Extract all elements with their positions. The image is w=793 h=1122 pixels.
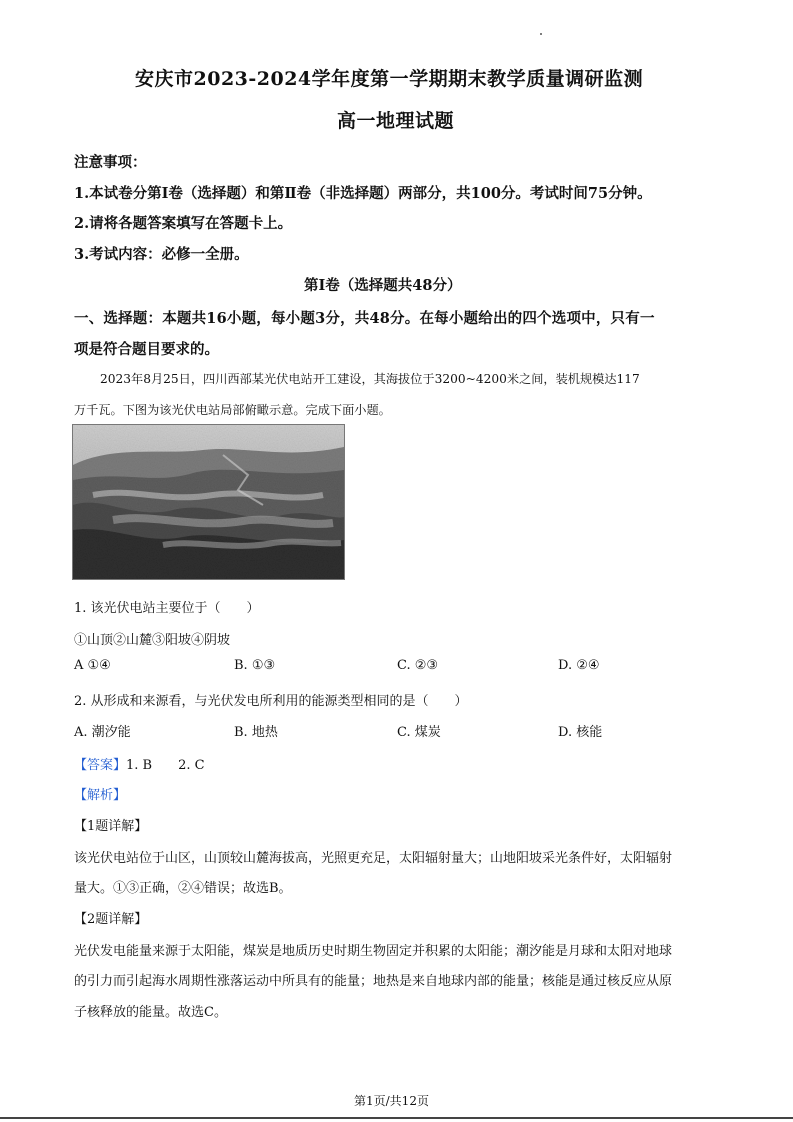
scan-speck (540, 33, 542, 35)
detail-2-heading: 【2题详解】 (74, 912, 148, 927)
detail-2-line2: 的引力而引起海水周期性涨落运动中所具有的能量；地热是来自地球内部的能量；核能是通过核反应从原 (74, 974, 673, 989)
exam-title: 安庆市2023-2024学年度第一学期期末教学质量调研监测 (135, 68, 644, 90)
answer-label: 【答案】 (74, 758, 127, 773)
q2-option-a: A. 潮汐能 (74, 725, 131, 740)
passage-line1: 2023年8月25日，四川西部某光伏电站开工建设，其海拔位于3200~4200米之间，装机规模达117 (100, 372, 640, 386)
photo-artwork (73, 425, 344, 579)
q1-stem: 1. 该光伏电站主要位于（ ） (74, 601, 260, 616)
q1-option-c: C. ②③ (397, 658, 439, 673)
page-number: 第1页/共12页 (354, 1094, 429, 1108)
bottom-divider (0, 1117, 793, 1119)
solar-station-aerial-photo (72, 424, 345, 580)
notice-item-1: 1.本试卷分第Ⅰ卷（选择题）和第Ⅱ卷（非选择题）两部分，共100分。考试时间75分钟。 (74, 185, 652, 202)
q2-option-c: C. 煤炭 (397, 725, 441, 740)
answer-row (74, 754, 205, 773)
q2-option-d: D. 核能 (558, 725, 603, 740)
notice-item-2: 2.请将各题答案填写在答题卡上。 (74, 215, 293, 232)
q2-option-b: B. 地热 (234, 725, 278, 740)
q1-option-d: D. ②④ (558, 658, 600, 673)
section-title: 第Ⅰ卷（选择题共48分） (304, 277, 462, 294)
section-instruction-line1: 一、选择题：本题共16小题，每小题3分，共48分。在每小题给出的四个选项中，只有一 (74, 310, 655, 327)
q2-stem: 2. 从形成和来源看，与光伏发电所利用的能源类型相同的是（ ） (74, 694, 468, 709)
detail-2-line3: 子核释放的能量。故选C。 (74, 1005, 227, 1020)
q1-option-b: B. ①③ (234, 658, 276, 673)
exam-subtitle: 高一地理试题 (337, 110, 455, 132)
detail-1-line2: 量大。①③正确，②④错误；故选B。 (74, 881, 292, 896)
q1-choices: ①山顶②山麓③阳坡④阴坡 (74, 633, 231, 648)
notice-item-3: 3.考试内容：必修一全册。 (74, 246, 249, 263)
answer-value: 1. B 2. C (126, 758, 205, 773)
analysis-label: 【解析】 (74, 788, 127, 803)
detail-1-line1: 该光伏电站位于山区，山顶较山麓海拔高，光照更充足，太阳辐射量大；山地阳坡采光条件好，太阳辐射 (74, 851, 673, 866)
section-instruction-line2: 项是符合题目要求的。 (74, 341, 219, 358)
detail-2-line1: 光伏发电能量来源于太阳能，煤炭是地质历史时期生物固定并积累的太阳能；潮汐能是月球和太阳对地球 (74, 944, 673, 959)
notice-heading: 注意事项： (74, 154, 147, 171)
passage-line2: 万千瓦。下图为该光伏电站局部俯瞰示意。完成下面小题。 (74, 403, 391, 417)
q1-option-a: A ①④ (74, 658, 111, 673)
detail-1-heading: 【1题详解】 (74, 819, 148, 834)
